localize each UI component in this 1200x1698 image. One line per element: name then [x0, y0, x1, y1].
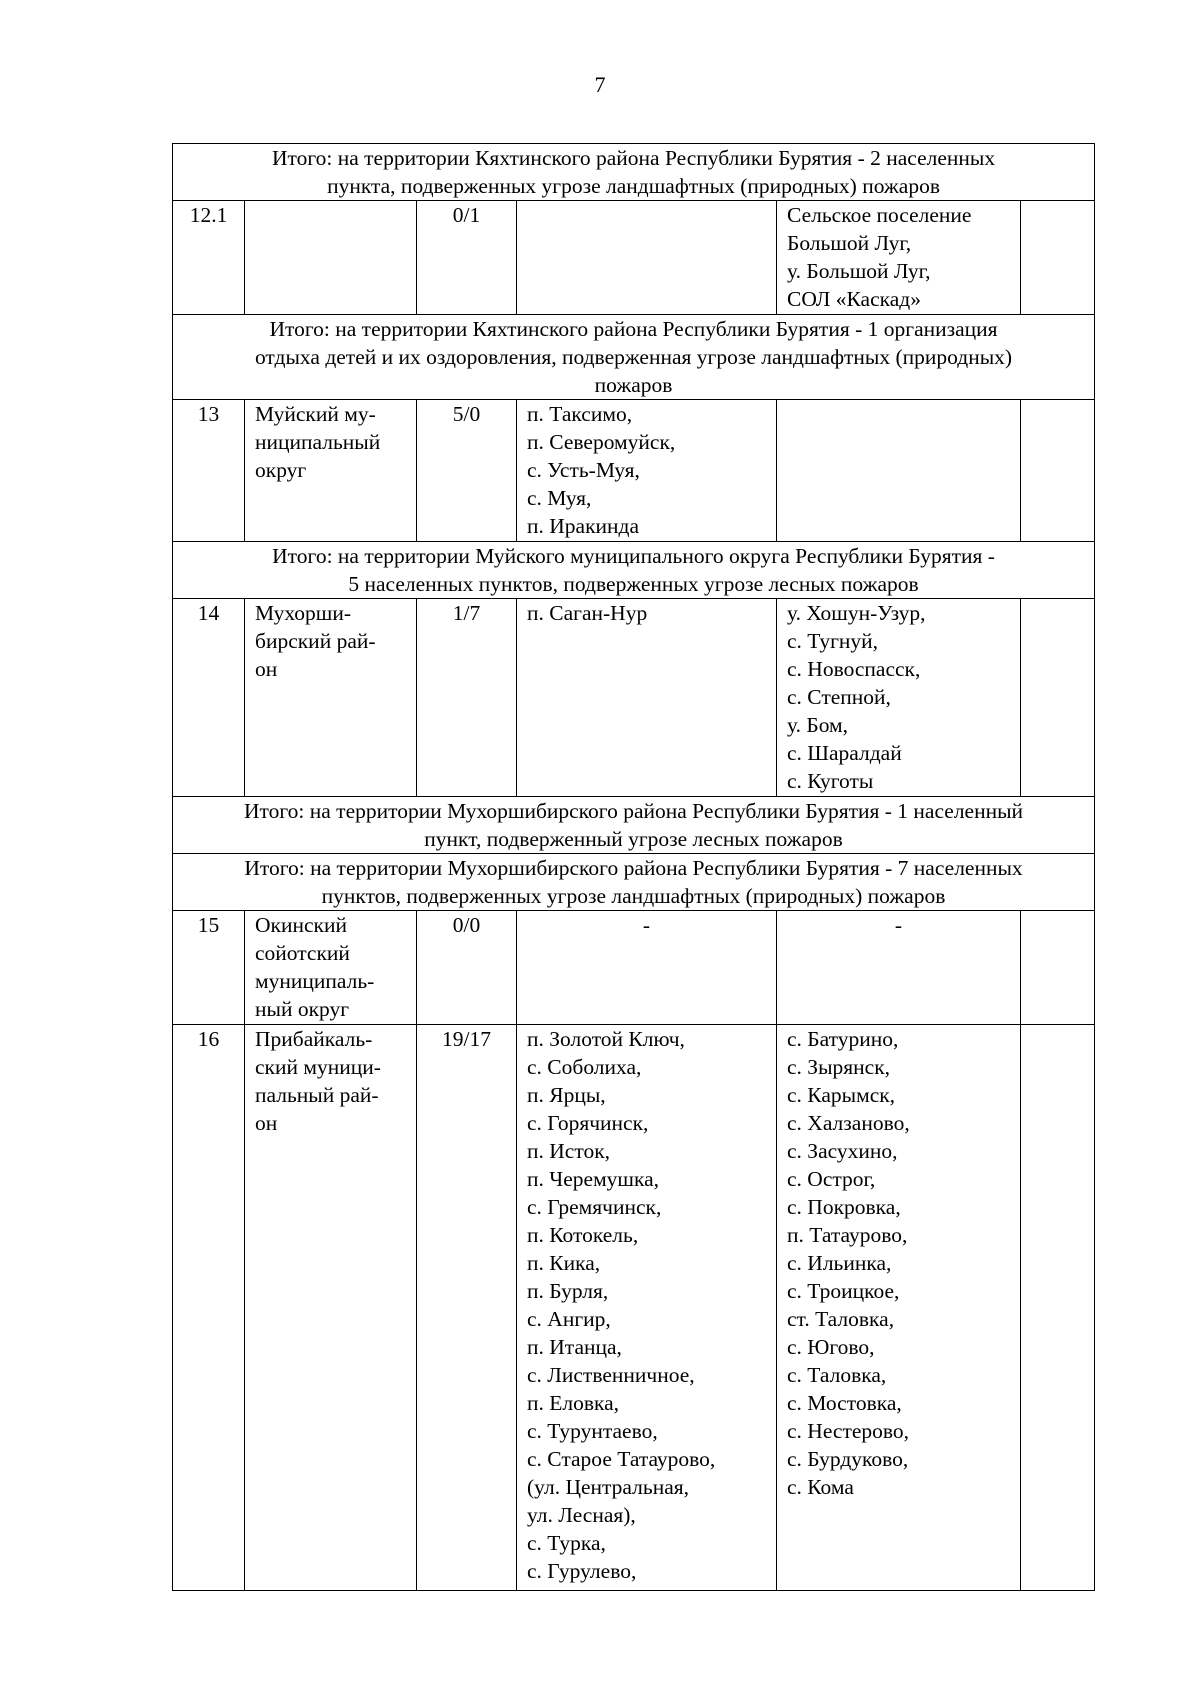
row-number: 14	[173, 599, 245, 797]
total-row	[173, 797, 1095, 854]
settlement-item: п. Черемушка,	[527, 1167, 660, 1191]
settlement-item: п. Ярцы,	[527, 1083, 606, 1107]
total-line: Итого: на территории Кяхтинского района Республики Бурятия - 2 населенных	[271, 146, 996, 170]
district-line: он	[255, 657, 278, 681]
total-line: 5 населенных пунктов, подверженных угрозе лесных пожаров	[348, 572, 919, 596]
total-cell	[173, 144, 1095, 201]
table-row	[173, 599, 1095, 797]
settlement-item: с. Гремячинск,	[527, 1195, 662, 1219]
settlement-item: п. Итанца,	[527, 1335, 622, 1359]
settlement-item: п. Татаурово,	[787, 1223, 908, 1247]
district-line: бирский рай-	[255, 629, 376, 653]
landscape-settlements-cell	[777, 1025, 1021, 1591]
total-line: Итого: на территории Муйского муниципального округа Республики Бурятия -	[272, 544, 995, 568]
settlement-item: с. Зырянск,	[787, 1055, 891, 1079]
table-body	[173, 144, 1095, 1591]
total-row	[173, 854, 1095, 911]
district-line: сойотский	[255, 941, 350, 965]
total-row	[173, 315, 1095, 400]
district-cell	[245, 400, 417, 542]
settlement-item: с. Куготы	[787, 769, 874, 793]
table-row	[173, 400, 1095, 542]
settlement-item: с. Халзаново,	[787, 1111, 910, 1135]
total-cell	[173, 542, 1095, 599]
district-line: пальный рай-	[255, 1083, 379, 1107]
district-line: Муйский му-	[255, 402, 376, 426]
district-cell	[245, 1025, 417, 1591]
district-cell	[245, 201, 417, 315]
table-row	[173, 201, 1095, 315]
total-line: Итого: на территории Мухоршибирского района Республики Бурятия - 7 населенных	[244, 856, 1023, 880]
settlement-item: с. Турунтаево,	[527, 1419, 658, 1443]
district-line: Мухорши-	[255, 601, 351, 625]
settlement-item: ст. Таловка,	[787, 1307, 895, 1331]
settlement-item: с. Покровка,	[787, 1195, 901, 1219]
total-line: Итого: на территории Мухоршибирского района Республики Бурятия - 1 населенный	[243, 799, 1024, 823]
landscape-settlements-cell	[777, 201, 1021, 315]
settlement-item: с. Бурдуково,	[787, 1447, 909, 1471]
settlement-item: у. Большой Луг,	[787, 259, 931, 283]
settlement-item: п. Таксимо,	[527, 402, 633, 426]
extra-cell	[1021, 599, 1095, 797]
extra-cell	[1021, 911, 1095, 1025]
settlement-item: п. Кика,	[527, 1251, 601, 1275]
settlement-item: Большой Луг,	[787, 231, 912, 255]
settlement-item: п. Исток,	[527, 1139, 611, 1163]
settlement-item: с. Гурулево,	[527, 1559, 637, 1583]
total-line: Итого: на территории Кяхтинского района Республики Бурятия - 1 организация	[269, 317, 998, 341]
row-number: 15	[173, 911, 245, 1025]
count-cell: 1/7	[417, 599, 517, 797]
settlement-item: (ул. Центральная,	[527, 1475, 690, 1499]
settlement-item: с. Тугнуй,	[787, 629, 879, 653]
table-row	[173, 1025, 1095, 1591]
settlement-item: п. Бурля,	[527, 1279, 609, 1303]
page-number: 7	[594, 72, 606, 97]
settlement-item: с. Ильинка,	[787, 1251, 892, 1275]
district-line: округ	[255, 458, 307, 482]
extra-cell	[1021, 400, 1095, 542]
total-row	[173, 542, 1095, 599]
settlement-item: п. Котокель,	[527, 1223, 639, 1247]
district-line: он	[255, 1111, 278, 1135]
district-line: ный округ	[255, 997, 350, 1021]
settlement-item: с. Турка,	[527, 1531, 606, 1555]
settlement-item: с. Нестерово,	[787, 1419, 910, 1443]
settlement-item: с. Новоспасск,	[787, 657, 921, 681]
total-cell	[173, 854, 1095, 911]
settlement-item: у. Бом,	[787, 713, 849, 737]
district-line: ский муници-	[255, 1055, 381, 1079]
settlement-item: с. Лиственничное,	[527, 1363, 695, 1387]
extra-cell	[1021, 201, 1095, 315]
settlement-item: СОЛ «Каскад»	[787, 287, 921, 311]
total-cell	[173, 315, 1095, 400]
count-cell: 0/1	[417, 201, 517, 315]
forest-settlements-cell	[517, 1025, 777, 1591]
settlement-item: с. Горячинск,	[527, 1111, 649, 1135]
settlement-item: у. Хошун-Узур,	[787, 601, 926, 625]
settlement-item: с. Таловка,	[787, 1363, 887, 1387]
landscape-settlements-cell: -	[777, 911, 1021, 1025]
settlements-table	[172, 143, 1095, 1591]
settlement-item: с. Кома	[787, 1475, 854, 1499]
settlement-item: с. Шаралдай	[787, 741, 902, 765]
total-row	[173, 144, 1095, 201]
count-cell: 5/0	[417, 400, 517, 542]
settlement-item: п. Золотой Ключ,	[527, 1027, 685, 1051]
district-cell	[245, 599, 417, 797]
district-line: ниципальный	[255, 430, 381, 454]
settlement-item: с. Муя,	[527, 486, 592, 510]
settlement-item: с. Соболиха,	[527, 1055, 642, 1079]
settlement-item: п. Иракинда	[527, 514, 640, 538]
total-line: пожаров	[594, 373, 673, 397]
total-line: пунктов, подверженных угрозе ландшафтных (природных) пожаров	[321, 884, 946, 908]
count-cell: 0/0	[417, 911, 517, 1025]
forest-settlements-cell	[517, 599, 777, 797]
settlement-item: ул. Лесная),	[527, 1503, 636, 1527]
extra-cell	[1021, 1025, 1095, 1591]
table-row	[173, 911, 1095, 1025]
district-line: муниципаль-	[255, 969, 375, 993]
landscape-settlements-cell	[777, 400, 1021, 542]
district-line: Окинский	[255, 913, 347, 937]
row-number: 12.1	[173, 201, 245, 315]
settlement-item: с. Троицкое,	[787, 1279, 900, 1303]
settlement-item: с. Югово,	[787, 1335, 875, 1359]
total-cell	[173, 797, 1095, 854]
settlement-item: с. Карымск,	[787, 1083, 896, 1107]
settlement-item: с. Усть-Муя,	[527, 458, 640, 482]
settlement-item: с. Старое Татаурово,	[527, 1447, 716, 1471]
total-line: пункта, подверженных угрозе ландшафтных (природных) пожаров	[327, 174, 940, 198]
settlement-item: п. Саган-Нур	[527, 601, 648, 625]
row-number: 13	[173, 400, 245, 542]
settlement-item: п. Еловка,	[527, 1391, 620, 1415]
settlement-item: п. Северомуйск,	[527, 430, 676, 454]
district-cell	[245, 911, 417, 1025]
settlement-item: с. Мостовка,	[787, 1391, 902, 1415]
forest-settlements-cell: -	[517, 911, 777, 1025]
total-line: пункт, подверженный угрозе лесных пожаров	[424, 827, 843, 851]
forest-settlements-cell	[517, 201, 777, 315]
landscape-settlements-cell	[777, 599, 1021, 797]
settlement-item: с. Степной,	[787, 685, 891, 709]
settlement-item: с. Батурино,	[787, 1027, 899, 1051]
count-cell: 19/17	[417, 1025, 517, 1591]
settlement-item: Сельское поселение	[787, 203, 972, 227]
settlement-item: с. Острог,	[787, 1167, 876, 1191]
district-line: Прибайкаль-	[255, 1027, 373, 1051]
total-line: отдыха детей и их оздоровления, подверженная угрозе ландшафтных (природных)	[254, 345, 1013, 369]
settlement-item: с. Засухино,	[787, 1139, 898, 1163]
row-number: 16	[173, 1025, 245, 1591]
settlement-item: с. Ангир,	[527, 1307, 611, 1331]
forest-settlements-cell	[517, 400, 777, 542]
